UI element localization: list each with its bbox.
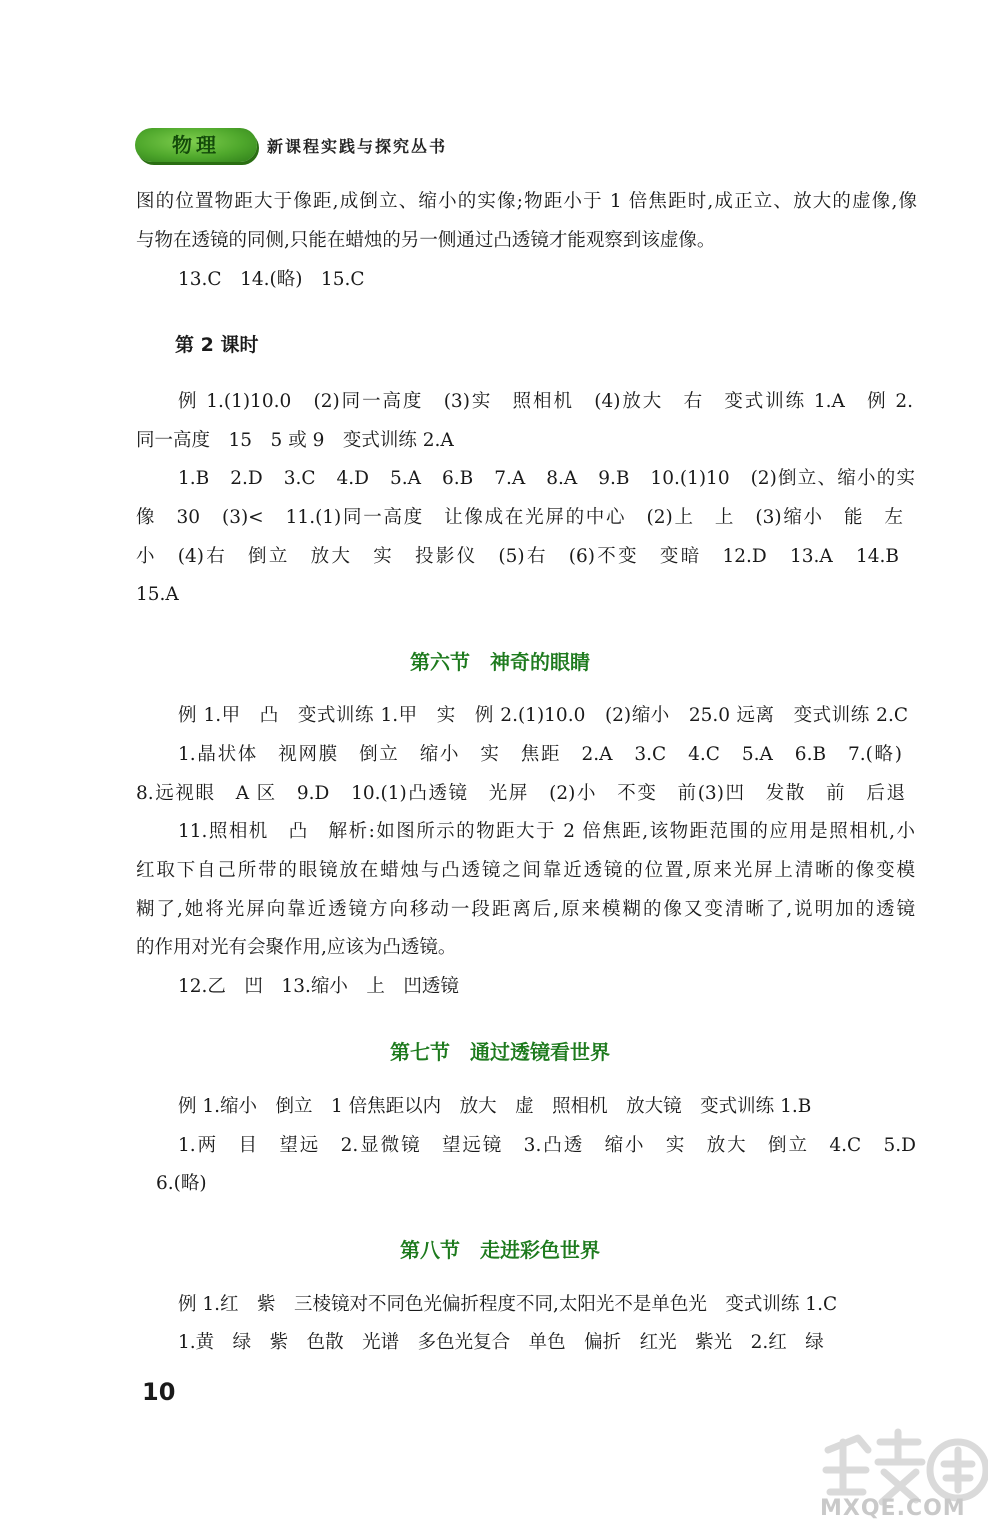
subject-badge-label: 物理 [172, 133, 220, 157]
watermark-url: MXQE.COM [820, 1496, 966, 1521]
series-title: 新课程实践与探究丛书 [267, 137, 448, 156]
subheading: 第 2 课时 [175, 334, 259, 356]
page-number: 10 [142, 1378, 176, 1406]
section-heading: 第七节 通过透镜看世界 [390, 1040, 610, 1064]
section-heading: 第八节 走进彩色世界 [400, 1238, 600, 1262]
page-header [135, 128, 455, 164]
section-heading: 第六节 神奇的眼睛 [410, 650, 590, 674]
